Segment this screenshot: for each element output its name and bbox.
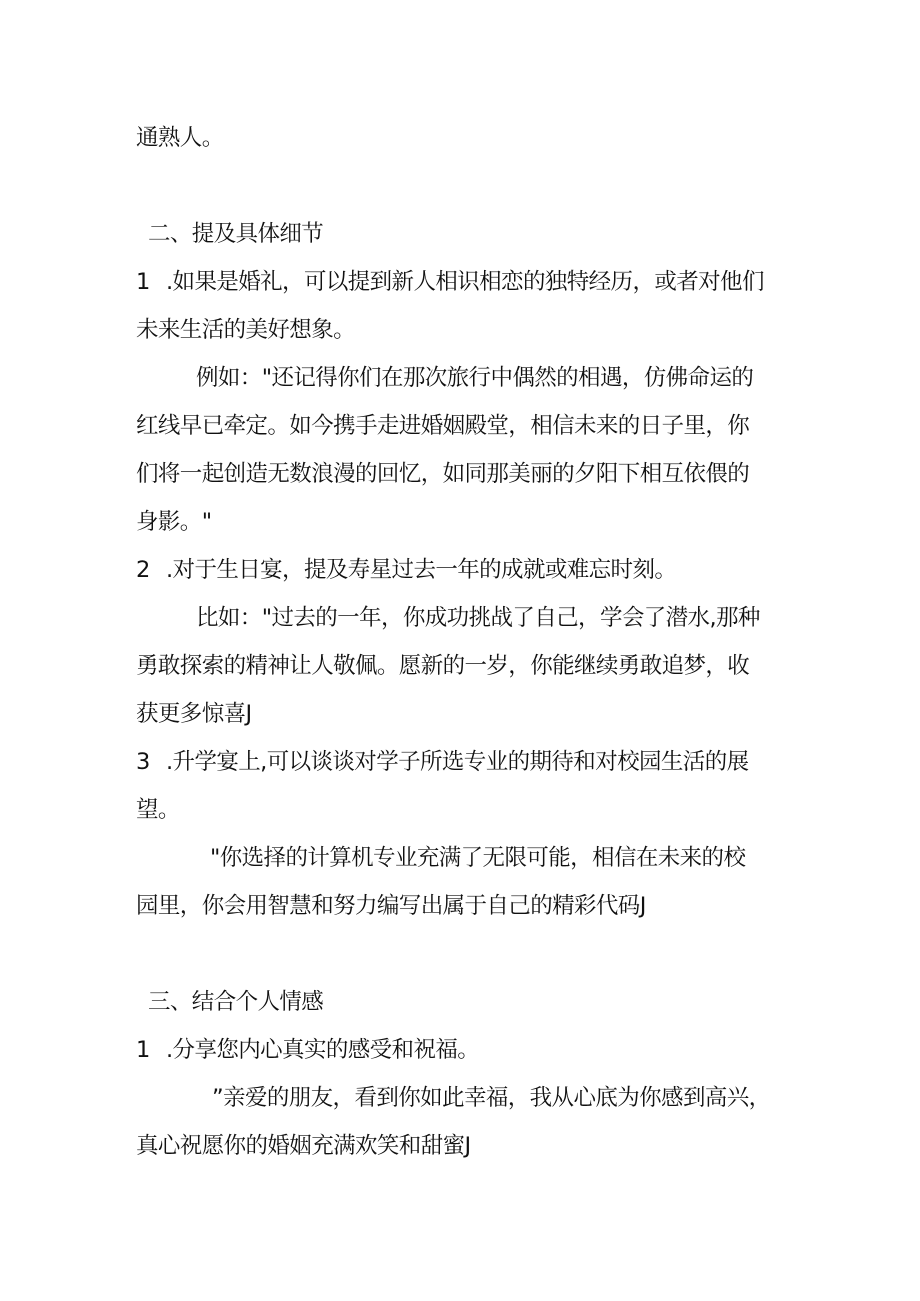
section-3-item-1 <box>136 1035 479 1065</box>
item-text: .分享您内心真实的感受和祝福。 <box>166 1037 480 1063</box>
example-line: 真心祝愿你的婚姻充满欢笑和甜蜜J <box>136 1133 471 1159</box>
item-number: 1 <box>136 1037 150 1063</box>
example-line: 园里，你会用智慧和努力编写出属于自己的精彩代码J <box>136 893 646 919</box>
item-text: .对于生日宴，提及寿星过去一年的成就或难忘时刻。 <box>166 557 677 583</box>
example-line: 获更多惊喜J <box>136 701 252 727</box>
example-line: 身影。" <box>136 509 212 535</box>
example-line: 例如："还记得你们在那次旅行中偶然的相遇，仿佛命运的 <box>196 365 754 391</box>
example-line: 比如："过去的一年，你成功挑战了自己，学会了潜水,那种 <box>196 605 760 631</box>
example-line: 红线早已牵定。如今携手走进婚姻殿堂，相信未来的日子里，你 <box>136 413 750 439</box>
item-number: 1 <box>136 269 150 295</box>
item-text: .升学宴上,可以谈谈对学子所选专业的期待和对校园生活的展 <box>166 749 749 775</box>
example-line: ”亲爱的朋友，看到你如此幸福，我从心底为你感到高兴， <box>212 1085 771 1111</box>
example-line: 们将一起创造无数浪漫的回忆，如同那美丽的夕阳下相互依偎的 <box>136 461 750 487</box>
section-2-item-2 <box>136 555 676 585</box>
item-number: 2 <box>136 557 150 583</box>
section-2-item-1 <box>136 267 764 297</box>
item-number: 3 <box>136 749 150 775</box>
example-line: "你选择的计算机专业充满了无限可能，相信在未来的校 <box>210 845 746 871</box>
section-3-heading: 三、结合个人情感 <box>148 989 324 1015</box>
section-2-item-3 <box>136 747 749 777</box>
section-2-item-3-continued: 望。 <box>136 797 180 823</box>
section-2-heading: 二、提及具体细节 <box>148 221 324 247</box>
section-2-item-1-continued: 未来生活的美好想象。 <box>136 317 356 343</box>
example-line: 勇敢探索的精神让人敬佩。愿新的一岁，你能继续勇敢追梦，收 <box>136 653 750 679</box>
continuation-text: 通熟人。 <box>136 125 224 151</box>
item-text: .如果是婚礼，可以提到新人相识相恋的独特经历，或者对他们 <box>166 269 764 295</box>
